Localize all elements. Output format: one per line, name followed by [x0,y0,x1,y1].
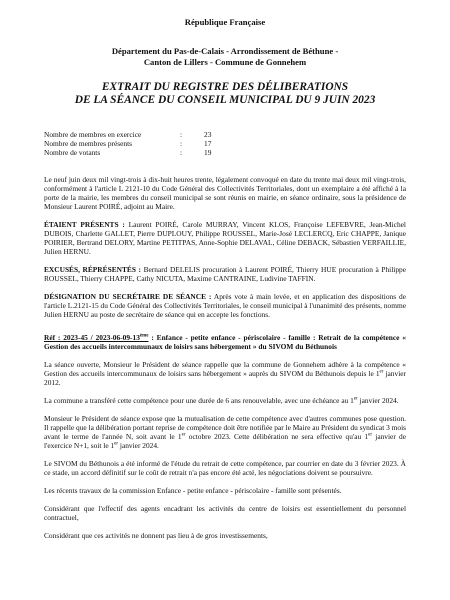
body-paragraph-6: Considérant que l'effectif des agents encadrant les activités du centre de loisirs est essentiellement du personnel contractuel, [44,504,406,523]
reference-superscript: ème [139,333,149,339]
presents-label: ÉTAIENT PRÉSENTS : [44,220,125,230]
secretaire-label: DÉSIGNATION DU SECRÉTAIRE DE SÉANCE : [44,292,212,302]
p2-text-a: La commune a transféré cette compétence pour une durée de 6 ans renouvelable, avec une échéance au 1 [44,396,354,406]
count-value: 17 [204,138,212,148]
count-colon: : [180,138,183,148]
p3-sup-2: er [368,432,373,438]
count-label: Nombre de membres présents [44,138,133,148]
secretaire-text: Après vote à main levée, et en application des dispositions de l'article L.2121-15 du Code Général des Collectivités Territoriales, le conseil municipal à l'unanimité des présents, nomme Julien HERNU au poste de secrétaire de séance qui en accepte les fonctions. [44,292,406,320]
presents-paragraph [44,220,406,256]
p3-text-d: janvier 2024. [118,441,159,451]
count-value: 19 [204,147,212,157]
count-colon: : [180,147,183,157]
document-title [44,81,406,107]
excuses-text: Bernard DELELIS procuration à Laurent POIRÉ, Thierry HUE procuration à Philippe ROUSSEL, Thierry CHAPPE, Cathy NICUTA, Maxime CANTRAINE, Ludivine TAFFIN. [44,265,406,284]
count-row [44,149,406,158]
count-label: Nombre de votants [44,147,101,157]
presents-text: Laurent POIRÉ, Carole MURRAY, Vincent KLOS, Françoise LEFEBVRE, Jean-Michel DUBOIS, Charlette GALLET, Pierre DUPLOUY, Philippe ROUSSEL, Marie-José LECLERCQ, Eric CHAPPE, Janique POIRIER, Bertrand DELORY, Martine PETITPAS, Anne-Sophie DELAVAL, Céline DEBACK, Sébastien VERFAILLIE, Julien HERNU. [44,220,406,257]
p2-text-b: janvier 2024. [357,396,399,406]
member-counts [44,131,406,157]
department-line-2: Canton de Lillers - Commune de Gonnehem [143,57,307,67]
count-label: Nombre de membres en exercice [44,130,142,139]
excuses-paragraph [44,265,406,283]
reference-label: Réf : 2023-45 / 2023-06-09-13 [44,333,140,343]
p3-text-c: janvier de l'exercice N+1, soit le 1 [44,432,406,451]
body-paragraph-1 [44,360,406,387]
p3-text-a: Monsieur le Président de séance expose que la mutualisation de cette compétence avec d'autres communes pose question. Il rappelle que la délibération portant reprise de compétence doit être notifiée par le Maire au Président du syndicat 3 mois avant le terme de l'année N, soit avant le 1 [44,414,407,442]
country-heading: République Française [184,17,266,27]
intro-paragraph: Le neuf juin deux mil vingt-trois à dix-huit heures trente, légalement convoqué en date du trente mai deux mil vingt-trois, conformément à l'article L 2121-10 du Code Général des Collectivités Territoriales, dont un exemplaire a été affiché à la porte de la mairie, les membres du conseil municipal se sont réunis en mairie, en séance ordinaire, sous la présidence de Monsieur Laurent POIRÉ, adjoint au Maire. [44,175,406,212]
document-page [44,14,406,540]
count-colon: : [180,130,183,139]
p1-text-b: janvier 2012. [44,369,406,388]
p3-text-b: octobre 2023. Cette délibération ne sera effective qu'au 1 [185,432,369,442]
body-paragraph-5: Les récents travaux de la commission Enfance - petite enfance - périscolaire - famille sont présentés. [44,486,342,496]
body-paragraph-2 [44,396,406,405]
reference-title: : Enfance - petite enfance - périscolaire - famille : Retrait de la compétence « Gestion des accueils intercommunaux de loisirs sans hébergement » du SIVOM du Béthunois [44,333,406,352]
p3-sup-1: er [181,432,186,438]
p2-sup: er [353,396,358,402]
department-line-1: Département du Pas-de-Calais - Arrondissement de Béthune - [111,46,339,56]
p1-sup: er [379,369,384,375]
department-heading [44,46,406,68]
body-paragraph-3 [44,414,406,450]
reference-number [44,333,149,342]
title-line-1: EXTRAIT DU REGISTRE DES DÉLIBERATIONS [101,81,349,93]
p1-text-a: La séance ouverte, Monsieur le Président de séance rappelle que la commune de Gonnehem adhère à la compétence « Gestion des accueils intercommunaux de loisirs sans hébergement » auprès du SIVOM du Béthunois depuis le 1 [44,360,406,379]
count-value: 23 [204,130,212,139]
excuses-label: EXCUSÉS, RÉPRÉSENTÉS : [44,265,141,275]
reference-heading [44,333,406,351]
secretaire-paragraph [44,292,406,319]
p3-sup-3: er [114,441,119,447]
body-paragraph-4: Le SIVOM du Béthunois a été informé de l'étude du retrait de cette compétence, par courrier en date du 3 février 2023. À ce stade, un accord définitif sur le coût de retrait n'a pas encore été acté, les négociations doivent se poursuivre. [44,459,406,478]
title-line-2: DE LA SÉANCE DU CONSEIL MUNICIPAL DU 9 JUIN 2023 [74,94,376,106]
body-paragraph-7: Considérant que ces activités ne donnent pas lieu à de gros investissements, [44,531,268,541]
